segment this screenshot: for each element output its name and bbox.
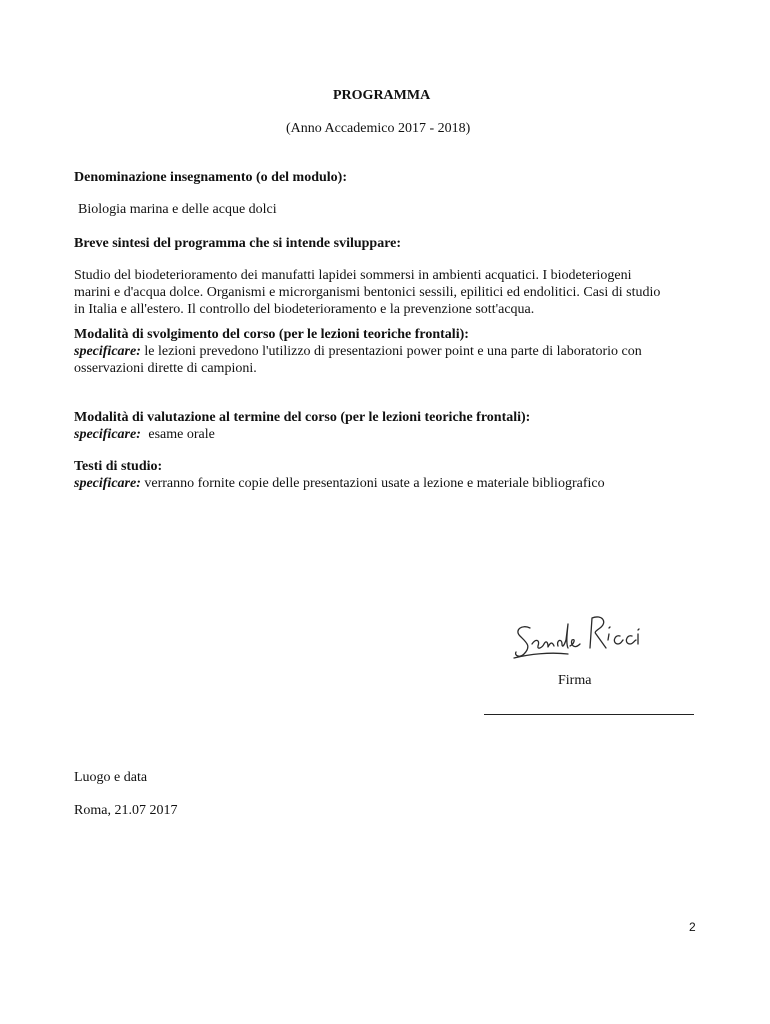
summary-line: in Italia e all'estero. Il controllo del biodeterioramento e la prevenzione sott'acqua.	[74, 302, 535, 317]
assessment-heading: Modalità di valutazione al termine del corso (per le lezioni teoriche frontali):	[74, 410, 531, 425]
assessment-label: specificare:	[74, 427, 141, 442]
delivery-line	[74, 343, 642, 360]
course-name-heading: Denominazione insegnamento (o del modulo):	[74, 170, 347, 185]
page-number: 2	[689, 920, 696, 934]
texts-text: verranno fornite copie delle presentazioni usate a lezione e materiale bibliografico	[144, 476, 605, 491]
delivery-label: specificare:	[74, 344, 141, 359]
assessment-line	[74, 426, 215, 443]
delivery-text-continued: osservazioni dirette di campioni.	[74, 361, 257, 376]
signature-line	[484, 714, 694, 715]
course-name: Biologia marina e delle acque dolci	[78, 202, 277, 217]
delivery-text: le lezioni prevedono l'utilizzo di presentazioni power point e una parte di laboratorio con	[144, 344, 642, 359]
texts-label: specificare:	[74, 476, 141, 491]
texts-line	[74, 475, 605, 492]
signature-caption: Firma	[558, 673, 592, 688]
assessment-text: esame orale	[148, 427, 215, 442]
summary-heading: Breve sintesi del programma che si intende sviluppare:	[74, 236, 402, 251]
page-title: PROGRAMMA	[333, 88, 431, 103]
delivery-heading: Modalità di svolgimento del corso (per le lezioni teoriche frontali):	[74, 327, 469, 342]
place-date: Roma, 21.07 2017	[74, 803, 178, 818]
summary-line: marini e d'acqua dolce. Organismi e microrganismi bentonici sessili, epilitici ed endolitici. Casi di studio	[74, 285, 661, 300]
handwritten-signature	[510, 610, 645, 666]
summary-line: Studio del biodeterioramento dei manufatti lapidei sommersi in ambienti acquatici. I biodeteriogeni	[74, 268, 632, 283]
texts-heading: Testi di studio:	[74, 459, 163, 474]
place-date-label: Luogo e data	[74, 770, 148, 785]
academic-year: (Anno Accademico 2017 - 2018)	[286, 121, 471, 136]
